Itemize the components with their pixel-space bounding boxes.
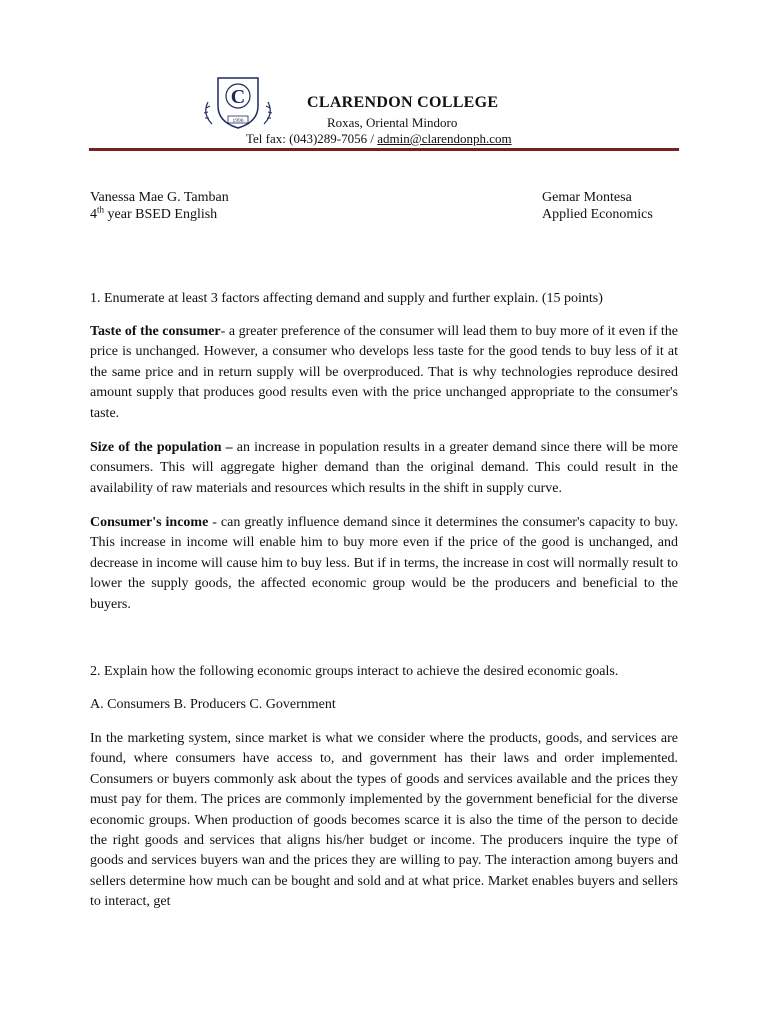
subject-name: Applied Economics bbox=[542, 207, 653, 222]
header-rule bbox=[89, 148, 679, 151]
teacher-name: Gemar Montesa bbox=[542, 190, 632, 205]
student-year: 4th year BSED English bbox=[90, 204, 218, 222]
college-address: Roxas, Oriental Mindoro bbox=[327, 115, 458, 130]
answer-taste: Taste of the consumer- a greater preference of the consumer will lead them to buy more of it even if the price is unchanged. However, a consumer who develops less taste for the good tends to buy less of it at the same price and in return supply will be overproduced. That is why technologies reproduce desired amount supply that produces good results even with the price unchanged appropriate to the consumer's taste. bbox=[90, 324, 679, 421]
answer-2: In the marketing system, since market is what we consider where the products, goods, and services are found, where consumers have access to, and government has their laws and order implemented. Consumers or buyers commonly ask about the types of goods and services available and the prices they must pay for them. The prices are commonly implemented by the government beneficial for the diverse economic groups. When production of goods becomes scarce it is also the time of the person to decide the right goods and services that aligns his/her budget or income. The producers inquire the type of goods and services buyers wan and the prices they are willing to pay. The interaction among buyers and sellers determine how much can be bought and sold and at what price. Market enables buyers and sellers to interact, get bbox=[90, 731, 678, 910]
contact-line bbox=[246, 131, 512, 147]
email-link[interactable]: admin@clarendonph.com bbox=[377, 131, 512, 146]
student-name: Vanessa Mae G. Tamban bbox=[90, 190, 229, 205]
answer-population-term: Size of the population – bbox=[90, 440, 233, 455]
answer-income: Consumer's income - can greatly influence demand since it determines the consumer's capacity to buy. This increase in income will enable him to buy more even if the price of the good is unchanged, and decrease in income will cause him to buy less. But if in terms, the increase in cost will normally result to lower the supply goods, the affected economic group would be the producers and beneficial to the buyers. bbox=[90, 515, 678, 612]
college-name: CLARENDON COLLEGE bbox=[307, 94, 499, 111]
seal-year-text: 1996 bbox=[232, 118, 244, 124]
college-seal-logo bbox=[198, 72, 278, 132]
svg-text:C: C bbox=[230, 86, 246, 108]
tel-fax: Tel fax: (043)289-7056 / bbox=[246, 131, 378, 146]
question-2: 2. Explain how the following economic groups interact to achieve the desired economic goals. bbox=[90, 664, 619, 679]
question-2-groups: A. Consumers B. Producers C. Government bbox=[90, 697, 336, 712]
question-1: 1. Enumerate at least 3 factors affecting demand and supply and further explain. (15 points) bbox=[90, 291, 603, 306]
answer-income-term: Consumer's income bbox=[90, 515, 209, 530]
answer-taste-term: Taste of the consumer bbox=[90, 324, 221, 339]
answer-population: Size of the population – an increase in population results in a greater demand since there will be more consumers. This will aggregate higher demand than the original demand. This could result in the availability of raw materials and resources which results in the shift in supply curve. bbox=[90, 440, 678, 496]
